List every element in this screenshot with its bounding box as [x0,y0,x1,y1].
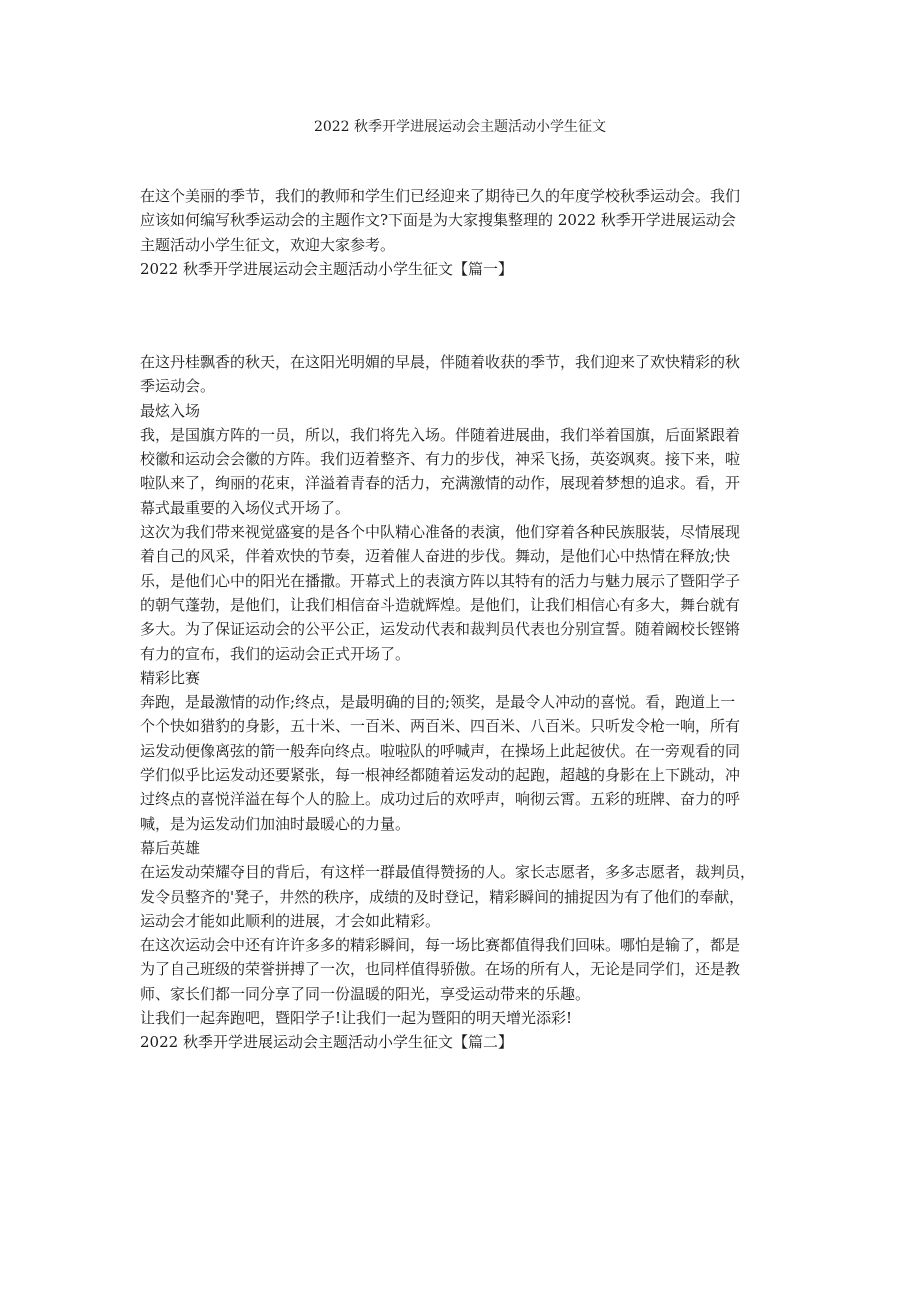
text-line: 奔跑，是最激情的动作;终点，是最明确的目的;领奖，是最令人冲动的喜悦。看，跑道上一 [140,693,736,712]
text-line: 学们似乎比运发动还要紧张，每一根神经都随着运发动的起跑，超越的身影在上下跳动，冲 [140,766,741,785]
text-line: 师、家长们都一同分享了同一份温暖的阳光，享受运动带来的乐趣。 [140,984,591,1003]
paragraph [140,350,780,399]
subheading-heroes: 幕后英雄 [140,838,201,857]
paragraph [140,520,780,666]
text-line: 啦队来了，绚丽的花束，洋溢着青春的活力，充满激情的动作，展现着梦想的追求。看，开 [140,474,741,493]
text-line: 过终点的喜悦洋溢在每个人的脸上。成功过后的欢呼声，响彻云霄。五彩的班牌、奋力的呼 [140,790,741,809]
article-body [140,350,780,1055]
text-line: 乐，是他们心中的阳光在播撒。开幕式上的表演方阵以其特有的活力与魅力展示了暨阳学子 [140,571,741,590]
paragraph [140,423,780,520]
text-line: 有力的宣布，我们的运动会正式开场了。 [140,644,411,663]
paragraph [140,933,780,1006]
intro-block [140,184,780,281]
text-line: 运发动便像离弦的箭一般奔向终点。啦啦队的呼喊声，在操场上此起彼伏。在一旁观看的同 [140,741,741,760]
text-line: 校徽和运动会会徽的方阵。我们迈着整齐、有力的步伐，神采飞扬，英姿飒爽。接下来，啦 [140,450,741,469]
subheading-competition: 精彩比赛 [140,668,201,687]
text-line: 为了自己班级的荣誉拼搏了一次，也同样值得骄傲。在场的所有人，无论是同学们，还是教 [140,960,741,979]
text-line: 季运动会。 [140,377,216,396]
text-line: 在这个美丽的季节，我们的教师和学生们已经迎来了期待已久的年度学校秋季运动会。我们 [140,187,741,205]
text-line: 运动会才能如此顺利的进展，才会如此精彩。 [140,911,441,930]
text-line: 在运发动荣耀夺目的背后，有这样一群最值得赞扬的人。家长志愿者，多多志愿者，裁判员， [140,863,756,882]
paragraph [140,690,780,836]
text-line: 着自己的风采，伴着欢快的节奏，迈着催人奋进的步伐。舞动，是他们心中热情在释放;快 [140,547,731,566]
text-line: 在这丹桂飘香的秋天，在这阳光明媚的早晨，伴随着收获的季节，我们迎来了欢快精彩的秋 [140,353,741,371]
closing-line: 让我们一起奔跑吧，暨阳学子!让我们一起为暨阳的明天增光添彩! [140,1009,573,1028]
text-line: 幕式最重要的入场仪式开场了。 [140,498,351,517]
text-line: 发令员整齐的'凳子，井然的秩序，成绩的及时登记，精彩瞬间的捕捉因为有了他们的奉献， [140,887,745,906]
text-line: 个个快如猎豹的身影，五十米、一百米、两百米、四百米、八百米。只听发令枪一响，所有 [140,717,741,736]
text-line: 多大。为了保证运动会的公平公正，运发动代表和裁判员代表也分别宣誓。随着阚校长铿锵 [140,620,741,639]
section-heading-1: 2022 秋季开学进展运动会主题活动小学生征文【篇一】 [140,259,513,278]
text-line: 的朝气蓬勃，是他们，让我们相信奋斗造就辉煌。是他们，让我们相信心有多大，舞台就有 [140,595,741,614]
text-line: 我，是国旗方阵的一员，所以，我们将先入场。伴随着进展曲，我们举着国旗，后面紧跟着 [140,425,741,444]
document-title: 2022 秋季开学进展运动会主题活动小学生征文 [313,119,607,135]
text-line: 喊，是为运发动们加油时最暖心的力量。 [140,814,411,833]
intro-paragraph [140,184,780,257]
text-line: 主题活动小学生征文，欢迎大家参考。 [140,235,396,254]
text-line: 这次为我们带来视觉盛宴的是各个中队精心准备的表演，他们穿着各种民族服装，尽情展现 [140,523,741,542]
paragraph [140,860,780,933]
text-line: 在这次运动会中还有许许多多的精彩瞬间，每一场比赛都值得我们回味。哪怕是输了，都是 [140,936,741,955]
subheading-entrance: 最炫入场 [140,401,201,420]
text-line: 应该如何编写秋季运动会的主题作文?下面是为大家搜集整理的 2022 秋季开学进展运动会 [140,211,736,230]
section-heading-2: 2022 秋季开学进展运动会主题活动小学生征文【篇二】 [140,1033,513,1052]
